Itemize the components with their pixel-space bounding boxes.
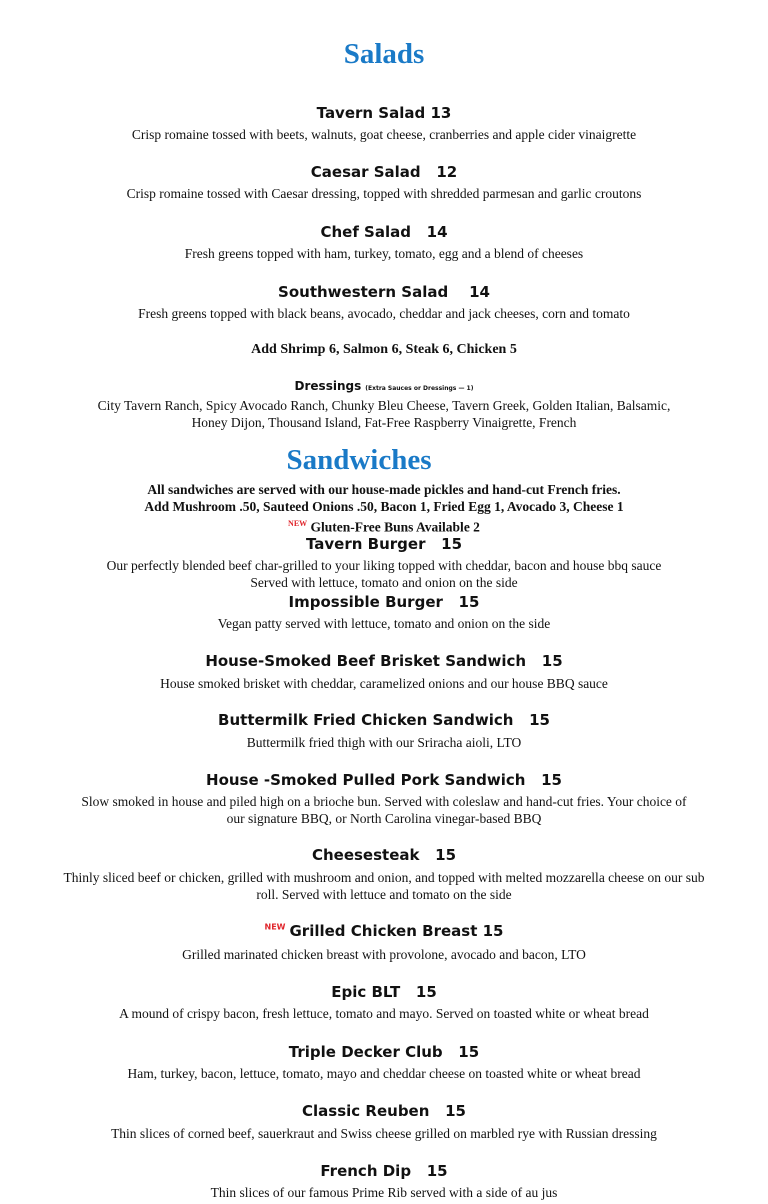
triple-decker-club-desc: Ham, turkey, bacon, lettuce, tomato, mayo and cheddar cheese on toasted white or wheat bread <box>127 1066 641 1081</box>
classic-reuben-title: Classic Reuben 15 <box>302 1102 466 1120</box>
tavern-salad-title: Tavern Salad 13 <box>316 104 452 122</box>
fried-chicken-sandwich-title: Buttermilk Fried Chicken Sandwich 15 <box>218 711 550 729</box>
impossible-burger-desc: Vegan patty served with lettuce, tomato and onion on the side <box>217 616 551 631</box>
impossible-burger-title: Impossible Burger 15 <box>288 593 480 611</box>
chef-salad-title: Chef Salad 14 <box>320 223 448 241</box>
tavern-burger-desc-2: Served with lettuce, tomato and onion on the side <box>250 575 518 590</box>
pulled-pork-sandwich-title: House -Smoked Pulled Pork Sandwich 15 <box>206 771 562 789</box>
triple-decker-club-title: Triple Decker Club 15 <box>288 1043 480 1061</box>
cheesesteak-desc-1: Thinly sliced beef or chicken, grilled with mushroom and onion, and topped with melted mozzarella cheese on our sub <box>63 870 705 885</box>
fried-chicken-sandwich-desc: Buttermilk fried thigh with our Sriracha aioli, LTO <box>246 735 522 750</box>
sandwiches-intro-line-2: Add Mushroom .50, Sauteed Onions .50, Bacon 1, Fried Egg 1, Avocado 3, Cheese 1 <box>144 499 624 514</box>
pulled-pork-sandwich-desc-2: our signature BBQ, or North Carolina vinegar-based BBQ <box>226 811 542 826</box>
tavern-salad-desc: Crisp romaine tossed with beets, walnuts, goat cheese, cranberries and apple cider vinaigrette <box>131 127 637 142</box>
new-badge: NEW <box>288 519 308 528</box>
dressings-line-2: Honey Dijon, Thousand Island, Fat-Free Raspberry Vinaigrette, French <box>191 415 577 430</box>
chef-salad-desc: Fresh greens topped with ham, turkey, tomato, egg and a blend of cheeses <box>184 246 584 261</box>
dressings-title: Dressings <box>294 379 362 393</box>
epic-blt-title: Epic BLT 15 <box>331 983 437 1001</box>
cheesesteak-desc-2: roll. Served with lettuce and tomato on the side <box>256 887 512 902</box>
grilled-chicken-title: Grilled Chicken Breast 15 <box>289 922 504 940</box>
classic-reuben-desc: Thin slices of corned beef, sauerkraut and Swiss cheese grilled on marbled rye with Russian dressing <box>111 1126 657 1141</box>
dressings-note: (Extra Sauces or Dressings — 1) <box>365 385 474 392</box>
brisket-sandwich-title: House-Smoked Beef Brisket Sandwich 15 <box>205 652 563 670</box>
gluten-free-note <box>0 515 768 536</box>
french-dip-desc: Thin slices of our famous Prime Rib served with a side of au jus <box>210 1185 558 1200</box>
sandwiches-intro-line-1: All sandwiches are served with our house-made pickles and hand-cut French fries. <box>147 482 621 497</box>
new-badge: NEW <box>264 922 286 932</box>
french-dip-title: French Dip 15 <box>320 1162 448 1180</box>
southwestern-salad-desc: Fresh greens topped with black beans, avocado, cheddar and jack cheeses, corn and tomato <box>138 306 630 321</box>
epic-blt-desc: A mound of crispy bacon, fresh lettuce, tomato and mayo. Served on toasted white or wheat bread <box>119 1006 649 1021</box>
pulled-pork-sandwich-desc-1: Slow smoked in house and piled high on a brioche bun. Served with coleslaw and hand-cut fries. Your choice of <box>81 794 687 809</box>
caesar-salad-desc: Crisp romaine tossed with Caesar dressing, topped with shredded parmesan and garlic croutons <box>126 186 642 201</box>
dressings-line-1: City Tavern Ranch, Spicy Avocado Ranch, Chunky Bleu Cheese, Tavern Greek, Golden Italian, Balsamic, <box>97 398 671 413</box>
sandwiches-heading: Sandwiches <box>286 444 432 476</box>
salads-heading: Salads <box>343 38 425 70</box>
southwestern-salad-title: Southwestern Salad 14 <box>278 283 490 301</box>
salad-addons: Add Shrimp 6, Salmon 6, Steak 6, Chicken 5 <box>251 342 517 357</box>
brisket-sandwich-desc: House smoked brisket with cheddar, caramelized onions and our house BBQ sauce <box>160 676 608 691</box>
tavern-burger-title: Tavern Burger 15 <box>305 535 463 553</box>
grilled-chicken-desc: Grilled marinated chicken breast with provolone, avocado and bacon, LTO <box>182 947 586 962</box>
dressings-header <box>0 377 768 395</box>
tavern-burger-desc-1: Our perfectly blended beef char-grilled to your liking topped with cheddar, bacon and house bbq sauce <box>106 558 662 573</box>
caesar-salad-title: Caesar Salad 12 <box>310 163 458 181</box>
cheesesteak-title: Cheesesteak 15 <box>311 846 457 864</box>
gluten-free-text: Gluten-Free Buns Available 2 <box>310 519 480 535</box>
grilled-chicken-header <box>0 922 768 941</box>
